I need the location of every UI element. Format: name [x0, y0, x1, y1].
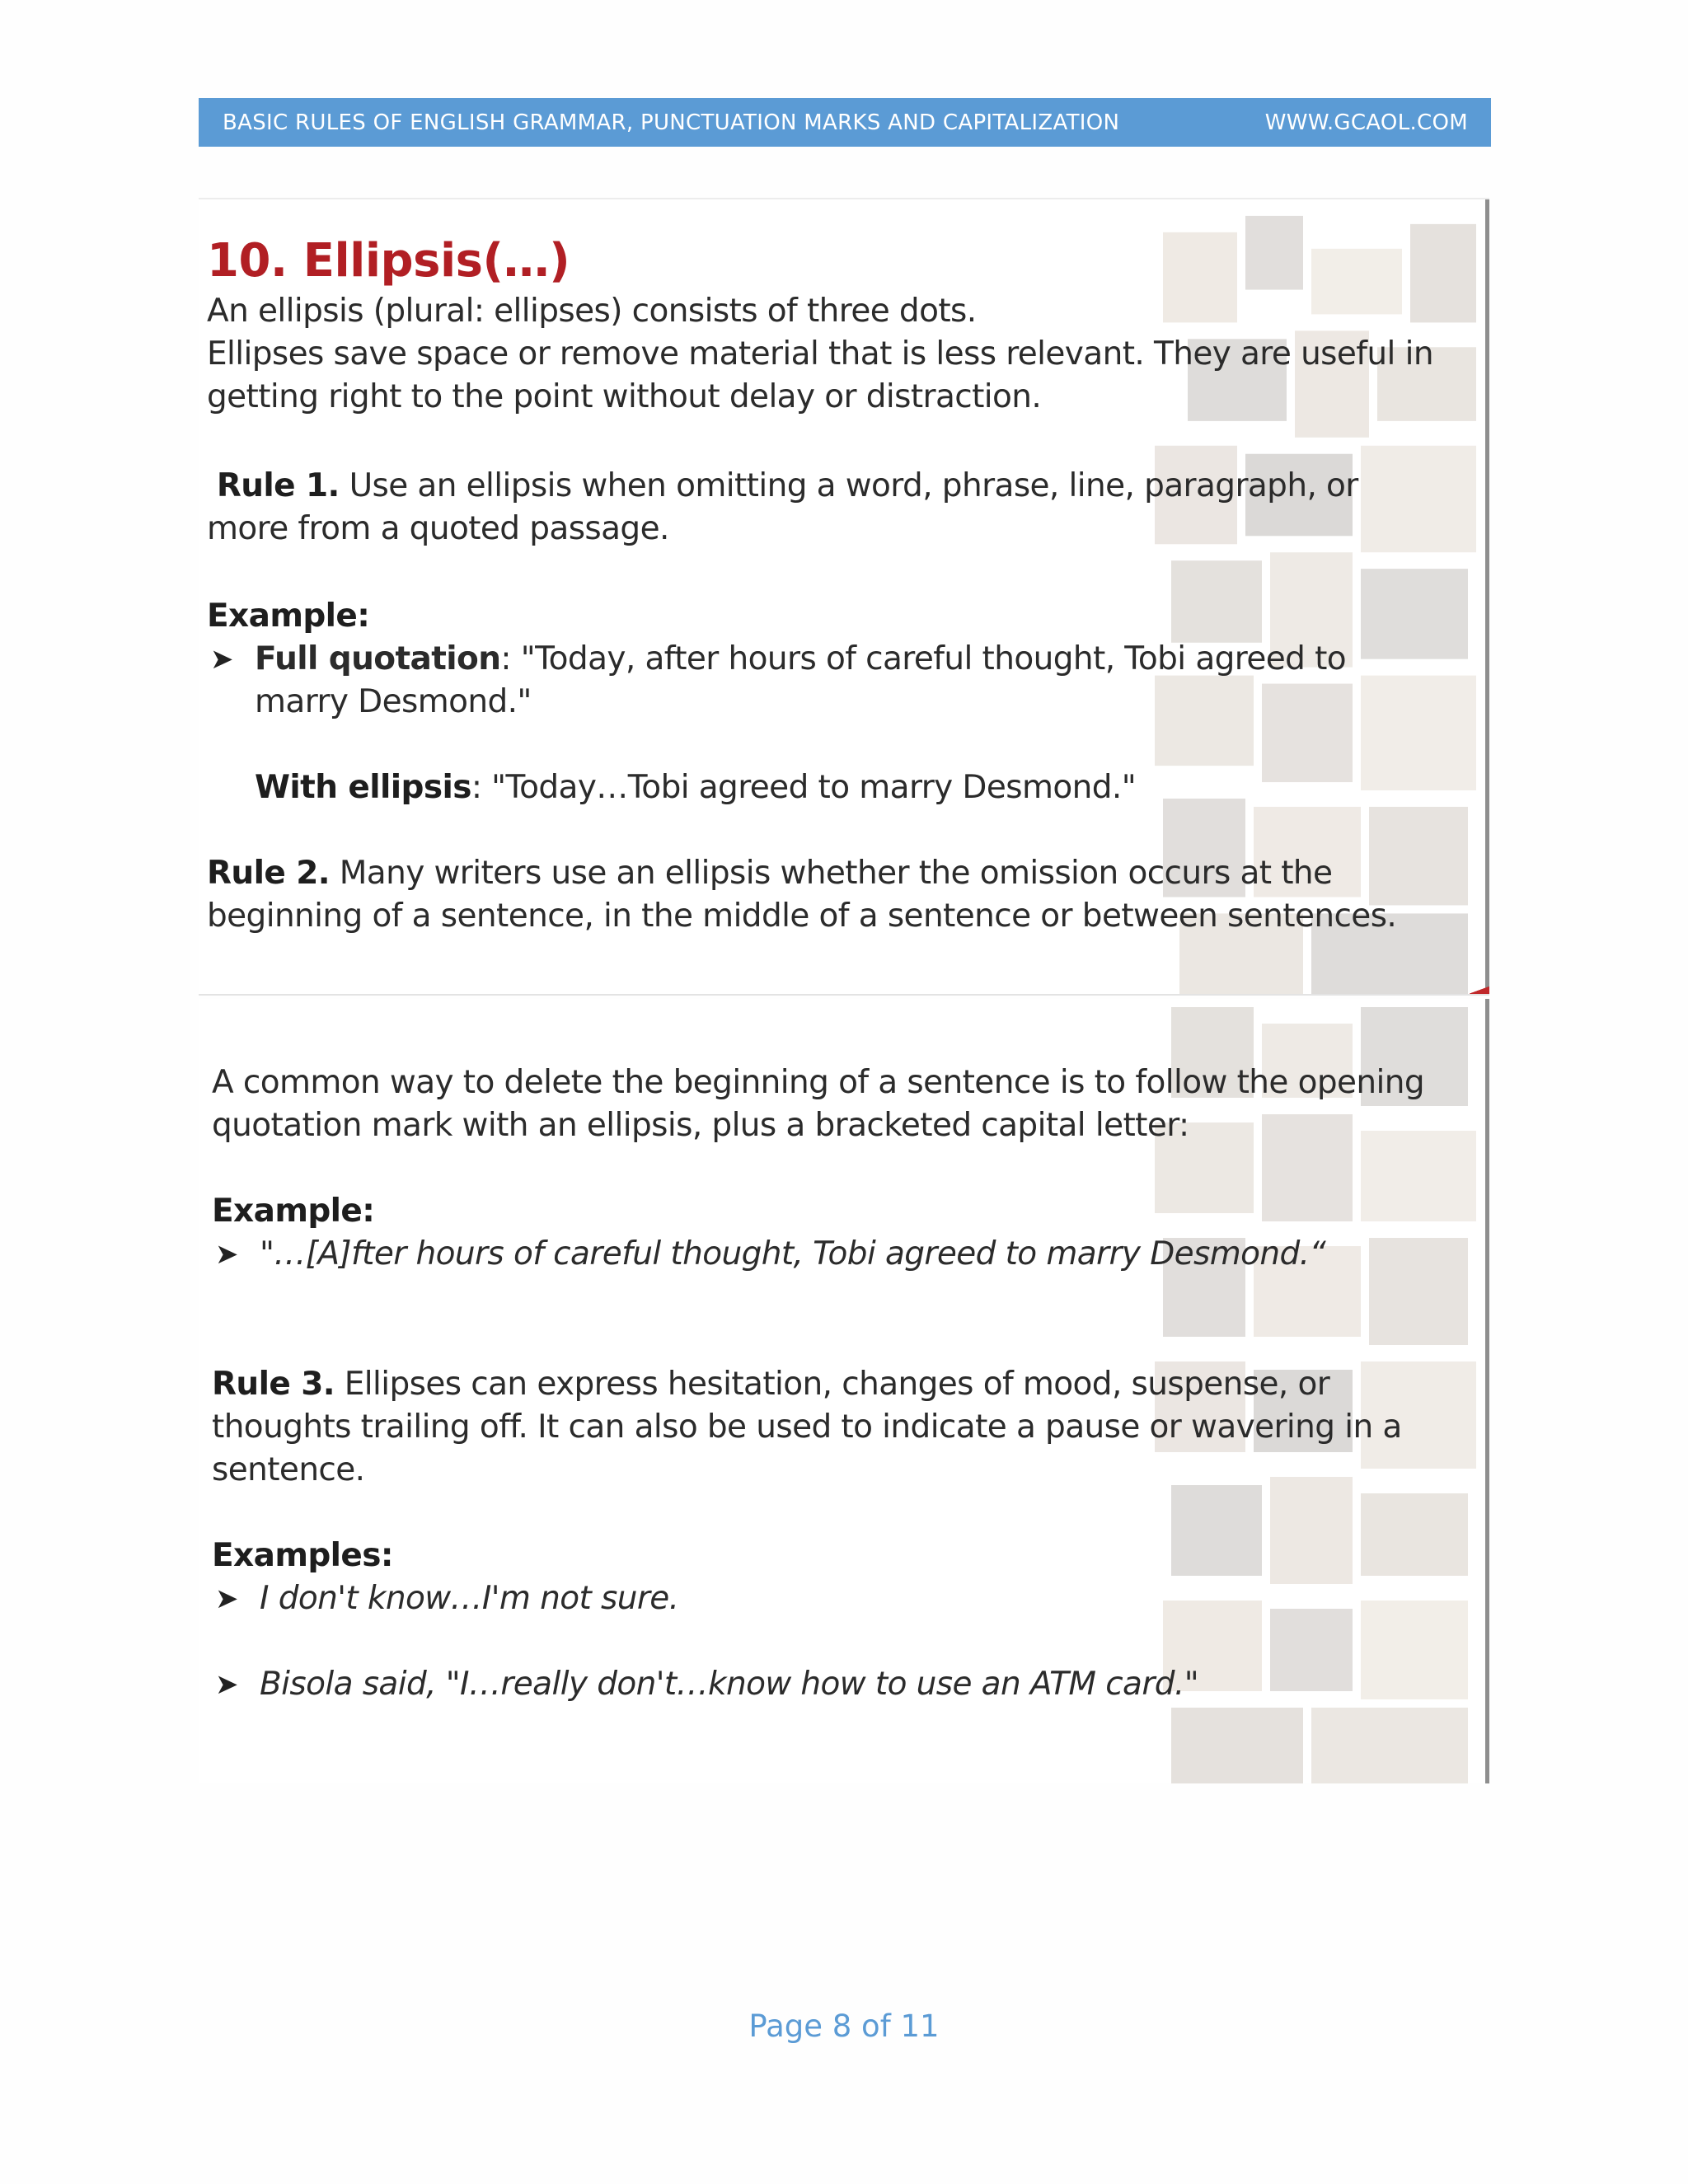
section-title: 10. Ellipsis(…)	[207, 234, 570, 288]
arrow-bullet-icon: ➤	[215, 1582, 238, 1615]
rule-3-label: Rule 3.	[212, 1366, 335, 1403]
website-link[interactable]: WWW.GCAOL.COM	[1264, 110, 1468, 135]
arrow-bullet-icon: ➤	[210, 643, 233, 676]
rule-1-with-ellipsis	[255, 766, 1442, 809]
rule-3-example-1-text: I don't know…I'm not sure.	[260, 1580, 679, 1617]
with-ellipsis-text: : "Today…Tobi agreed to marry Desmond."	[471, 769, 1137, 806]
rule-3-examples-heading: Examples:	[212, 1537, 393, 1574]
arrow-bullet-icon: ➤	[215, 1668, 238, 1701]
rule-3-text: Ellipses can express hesitation, changes of mood, suspense, or thoughts trailing off. It can also be used to indicate a pause or wavering in a sentence.	[212, 1366, 1402, 1488]
rule-2-text: Many writers use an ellipsis whether the omission occurs at the beginning of a sentence, in the middle of a sentence or between sentences.	[207, 855, 1397, 935]
intro-line-1: An ellipsis (plural: ellipses) consists of three dots.	[207, 293, 977, 330]
rule-2-example-text: "…[A]fter hours of careful thought, Tobi agreed to marry Desmond.“	[260, 1235, 1326, 1272]
rule-3	[212, 1363, 1448, 1492]
intro-line-2: Ellipses save space or remove material that is less relevant. They are useful in getting right to the point without delay or distraction.	[207, 335, 1433, 415]
page-number: Page 8 of 11	[748, 2008, 940, 2044]
content-panel-1	[199, 198, 1489, 996]
full-quotation-text: : "Today, after hours of careful thought, Tobi agreed to marry Desmond."	[255, 640, 1347, 720]
content-panel-2	[199, 999, 1489, 1783]
rule-2-example-heading: Example:	[212, 1193, 375, 1230]
rule-1-text: Use an ellipsis when omitting a word, phrase, line, paragraph, or more from a quoted passage.	[207, 467, 1358, 547]
header-bar	[199, 98, 1491, 147]
arrow-bullet-icon: ➤	[215, 1238, 238, 1271]
with-ellipsis-label: With ellipsis	[255, 769, 471, 806]
rule-2	[207, 852, 1427, 938]
corner-accent	[1470, 984, 1489, 994]
rule-3-example-1	[212, 1577, 1448, 1620]
panel-edge	[1485, 999, 1489, 1783]
rule-2-label: Rule 2.	[207, 855, 330, 892]
panel-edge	[1485, 199, 1489, 994]
rule-1	[207, 465, 1443, 551]
rule-2-continuation: A common way to delete the beginning of a sentence is to follow the opening quotation mark with an ellipsis, plus a bracketed capital letter:	[212, 1064, 1425, 1144]
rule-3-example-2-text: Bisola said, "I…really don't…know how to use an ATM card."	[260, 1666, 1199, 1703]
document-title: BASIC RULES OF ENGLISH GRAMMAR, PUNCTUATION MARKS AND CAPITALIZATION	[223, 110, 1120, 135]
rule-3-example-2	[212, 1663, 1448, 1706]
rule-2-example	[212, 1233, 1448, 1276]
rule-1-full-quotation	[207, 638, 1443, 724]
rule-1-example-heading: Example:	[207, 598, 370, 635]
rule-1-label: Rule 1.	[216, 467, 340, 504]
full-quotation-label: Full quotation	[255, 640, 501, 677]
